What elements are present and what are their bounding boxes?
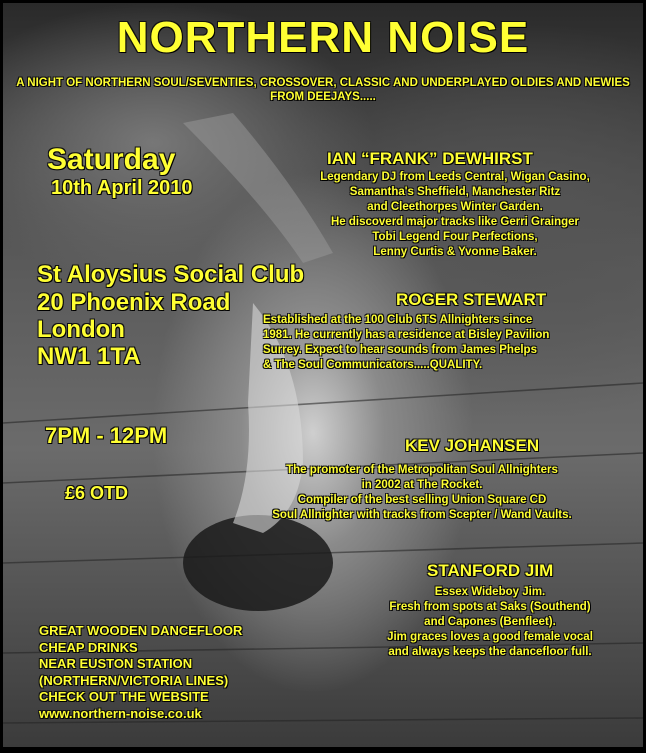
dj-description-line: Soul Allnighter with tracks from Scepter / Wand Vaults.: [272, 509, 572, 521]
dj-description-line: and always keeps the dancefloor full.: [388, 646, 592, 658]
dj-description-line: Samantha's Sheffield, Manchester Ritz: [349, 186, 561, 198]
event-date: 10th April 2010: [51, 177, 193, 199]
dj-description: [345, 585, 635, 660]
event-poster: [3, 3, 643, 747]
dj-description-line: He discoverd major tracks like Gerri Grainger: [330, 216, 579, 228]
dj-description: [269, 170, 641, 260]
dj-name: IAN “FRANK” DEWHIRST: [327, 149, 533, 168]
venue-line: 20 Phoenix Road: [37, 289, 231, 316]
venue-line: St Aloysius Social Club: [37, 261, 305, 288]
dj-description-line: Essex Wideboy Jim.: [434, 586, 546, 598]
dj-description-line: & The Soul Communicators.....QUALITY.: [263, 359, 483, 371]
dj-name: ROGER STEWART: [396, 290, 547, 309]
venue-line: NW1 1TA: [37, 343, 141, 370]
dj-description-line: Compiler of the best selling Union Square CD: [297, 494, 547, 506]
dj-description-line: Tobi Legend Four Perfections,: [372, 231, 538, 243]
dj-description-line: Jim graces loves a good female vocal: [387, 631, 593, 643]
dj-name: STANFORD JIM: [427, 561, 554, 580]
poster-subtitle: A NIGHT OF NORTHERN SOUL/SEVENTIES, CROSSOVER, CLASSIC AND UNDERPLAYED OLDIES AND NEWIES FROM DEEJAYS.....: [16, 77, 630, 103]
dj-description-line: Fresh from spots at Saks (Southend): [389, 601, 591, 613]
venue-line: London: [37, 316, 125, 343]
feature-line: CHECK OUT THE WEBSITE: [39, 689, 209, 704]
dj-description-line: Legendary DJ from Leeds Central, Wigan Casino,: [320, 171, 590, 183]
feature-line: CHEAP DRINKS: [39, 639, 138, 655]
dj-description-line: 1981. He currently has a residence at Bisley Pavilion: [263, 329, 550, 341]
website-url: www.northern-noise.co.uk: [39, 705, 202, 721]
dj-description: [263, 313, 635, 373]
feature-line: NEAR EUSTON STATION: [39, 656, 193, 671]
dj-description: [207, 463, 637, 523]
event-day: Saturday: [47, 143, 176, 176]
dj-description-line: Surrey. Expect to hear sounds from James Phelps: [263, 344, 537, 356]
dj-description-line: Established at the 100 Club 6TS Allnighters since: [263, 314, 533, 326]
dj-name: KEV JOHANSEN: [405, 436, 540, 455]
dj-description-line: The promoter of the Metropolitan Soul Allnighters: [286, 464, 558, 476]
feature-line: (NORTHERN/VICTORIA LINES): [39, 672, 229, 688]
dj-description-line: and Cleethorpes Winter Garden.: [367, 201, 543, 213]
dj-description-line: in 2002 at The Rocket.: [361, 479, 483, 491]
dj-description-line: and Capones (Benfleet).: [424, 616, 556, 628]
venue-features: [39, 623, 242, 722]
poster-title: NORTHERN NOISE: [116, 13, 530, 62]
feature-line: GREAT WOODEN DANCEFLOOR: [39, 623, 243, 638]
event-time: 7PM - 12PM: [45, 423, 168, 448]
event-price: £6 OTD: [65, 483, 129, 503]
dj-description-line: Lenny Curtis & Yvonne Baker.: [373, 246, 537, 258]
